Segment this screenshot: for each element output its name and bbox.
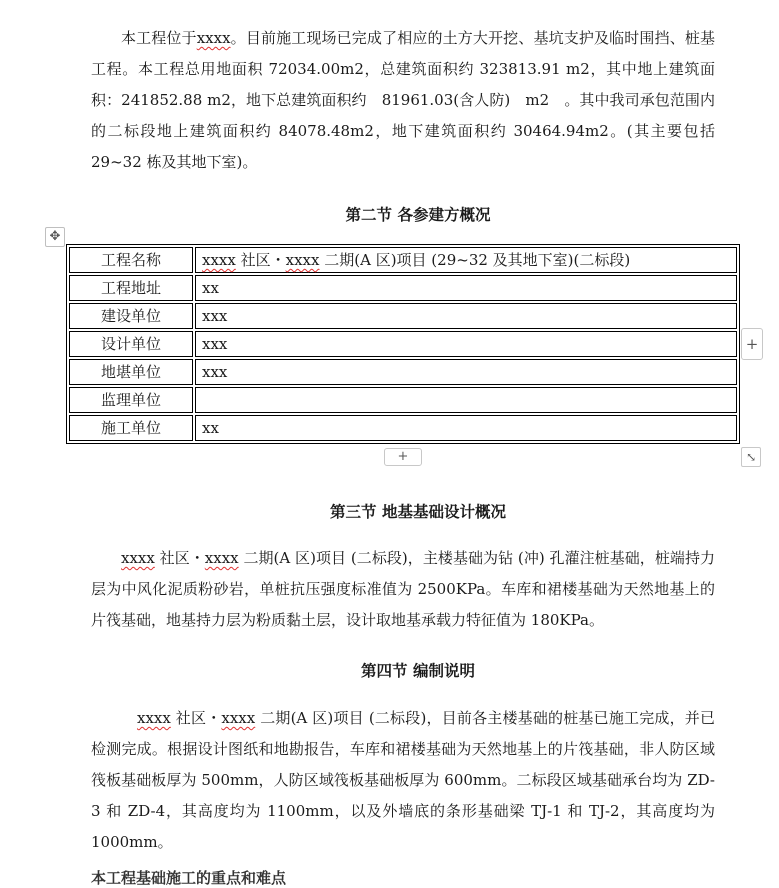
- row-value: xxx: [195, 359, 737, 385]
- intro-text: 。目前施工现场已完成了相应的土方大开挖、基坑支护及临时围挡、桩基工程。本工程总用地面积 72034.00m2，总建筑面积约 323813.91 m2，其中地上建筑面积：241852.88 m2，地下总建筑面积约 81961.03(含人防) m2 。其中我司承包范围内的二标段地上建筑面积约 84078.48m2，地下建筑面积约 30464.94m2。(其主要包括 29~32 栋及其地下室)。: [91, 29, 715, 171]
- row-value: xxx: [195, 331, 737, 357]
- row-label: 建设单位: [69, 303, 193, 329]
- table-row: [69, 247, 737, 273]
- row-value: [195, 247, 737, 273]
- row-value: xxx: [195, 303, 737, 329]
- foundation-text: 二期(A 区)项目 (二标段)，主楼基础为钻 (冲) 孔灌注桩基础，桩端持力层为中风化泥质粉砂岩，单桩抗压强度标准值为 2500KPa。车库和裙楼基础为天然地基上的片筏基础，地基持力层为粉质黏土层，设计取地基承载力特征值为 180KPa。: [91, 549, 715, 629]
- table-move-handle-icon[interactable]: ✥: [45, 227, 65, 247]
- name-part: 社区・: [154, 549, 205, 567]
- name-part: xxxx: [202, 251, 236, 269]
- row-label: 工程地址: [69, 275, 193, 301]
- name-part: xxxx: [204, 549, 239, 567]
- add-row-button[interactable]: +: [384, 448, 422, 466]
- participants-table: [66, 244, 740, 444]
- name-part: 社区・: [170, 709, 222, 727]
- name-part: 社区・: [235, 251, 286, 269]
- intro-paragraph: [91, 23, 715, 178]
- table-row: [69, 331, 737, 357]
- table-row: [69, 387, 737, 413]
- name-part: xxxx: [221, 709, 256, 727]
- compilation-paragraph: [91, 703, 715, 858]
- row-label: 地堪单位: [69, 359, 193, 385]
- row-label: 工程名称: [69, 247, 193, 273]
- project-location: xxxx: [196, 29, 231, 47]
- row-value: xx: [195, 275, 737, 301]
- compilation-text: 二期(A 区)项目 (二标段)，目前各主楼基础的桩基已施工完成，并已检测完成。根据设计图纸和地勘报告，车库和裙楼基础为天然地基上的片筏基础，非人防区域筏板基础板厚为 500mm，人防区域筏板基础板厚为 600mm。二标段区域基础承台均为 ZD-3 和 ZD-4，其高度均为 1100mm，以及外墙底的条形基础梁 TJ-1 和 TJ-2，其高度均为 1000mm。: [91, 709, 715, 851]
- table-resize-icon[interactable]: ⤡: [741, 447, 761, 467]
- section2-title: 第二节 各参建方概况: [345, 205, 491, 224]
- row-label: 设计单位: [69, 331, 193, 357]
- table-row: [69, 415, 737, 441]
- row-label: 监理单位: [69, 387, 193, 413]
- section3-title: 第三节 地基基础设计概况: [330, 502, 506, 521]
- name-part: xxxx: [285, 251, 320, 269]
- table-row: [69, 275, 737, 301]
- next-heading-cutoff: [91, 866, 381, 887]
- section4-title: 第四节 编制说明: [361, 661, 475, 680]
- name-part: xxxx: [121, 549, 155, 567]
- table-row: [69, 359, 737, 385]
- next-heading-text: 本工程基础施工的重点和难点: [91, 869, 287, 887]
- row-value: [195, 387, 737, 413]
- name-part: xxxx: [137, 709, 171, 727]
- table-row: [69, 303, 737, 329]
- name-part: 二期(A 区)项目 (29~32 及其地下室)(二标段): [319, 251, 631, 269]
- row-value: xx: [195, 415, 737, 441]
- add-column-button[interactable]: +: [741, 328, 763, 360]
- foundation-paragraph: [91, 543, 715, 636]
- intro-prefix: 本工程位于: [121, 29, 197, 47]
- row-label: 施工单位: [69, 415, 193, 441]
